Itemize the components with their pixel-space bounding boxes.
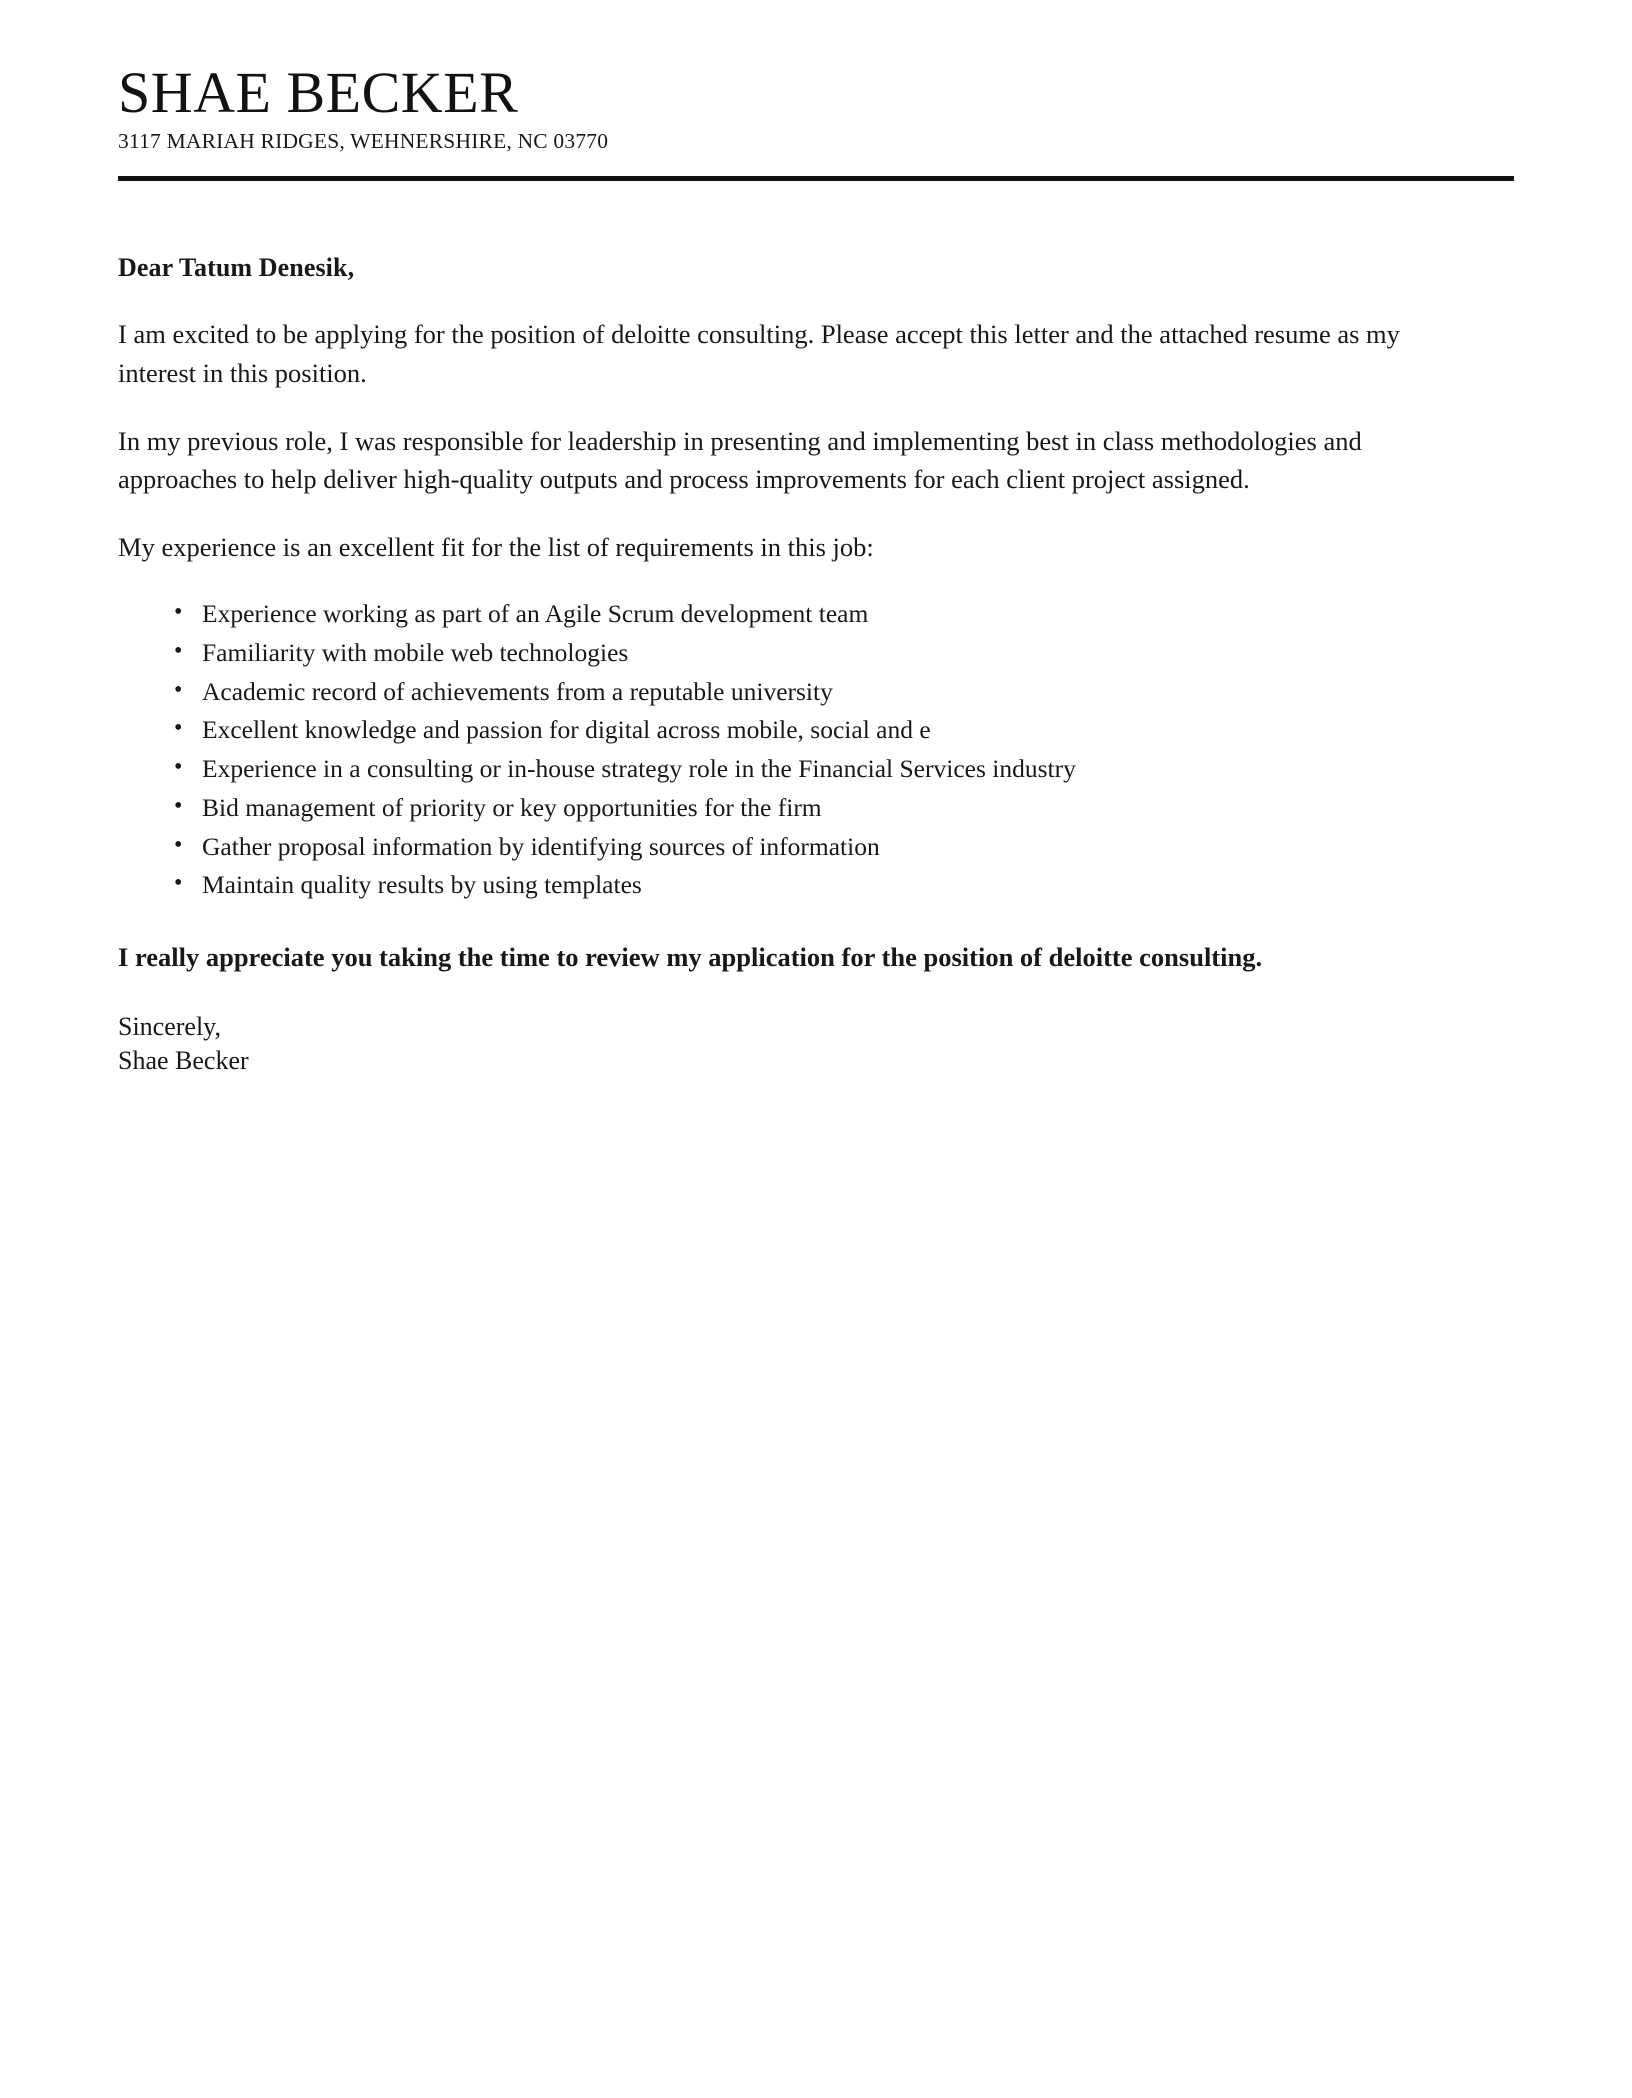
closing-statement: I really appreciate you taking the time to review my application for the position of deloitte consulting. (118, 942, 1263, 972)
applicant-address: 3117 MARIAH RIDGES, WEHNERSHIRE, NC 03770 (118, 129, 609, 154)
list-item: • Experience working as part of an Agile Scrum development team (174, 596, 1448, 633)
list-item: • Gather proposal information by identifying sources of information (174, 829, 1448, 866)
signoff-text: Sincerely, (118, 1012, 221, 1042)
list-item: • Maintain quality results by using templates (174, 867, 1448, 904)
letter-body (118, 181, 1448, 1078)
letterhead (118, 62, 1514, 154)
requirements-list (118, 596, 1448, 904)
paragraph-intro: I am excited to be applying for the position of deloitte consulting. Please accept this letter and the attached resume as my interest in this position. (118, 319, 1400, 388)
list-item: • Academic record of achievements from a reputable university (174, 674, 1448, 711)
paragraph-requirements-lead: My experience is an excellent fit for the list of requirements in this job: (118, 532, 874, 563)
signature-block (118, 1010, 1448, 1079)
applicant-name: SHAE BECKER (118, 60, 519, 125)
list-item: • Excellent knowledge and passion for digital across mobile, social and e (174, 712, 1448, 749)
salutation: Dear Tatum Denesik, (118, 253, 355, 283)
list-item: • Familiarity with mobile web technologies (174, 635, 1448, 672)
list-item: • Experience in a consulting or in-house strategy role in the Financial Services industry (174, 751, 1448, 788)
list-item: • Bid management of priority or key opportunities for the firm (174, 790, 1448, 827)
signature-name: Shae Becker (118, 1046, 249, 1076)
paragraph-experience: In my previous role, I was responsible for leadership in presenting and implementing best in class methodologies and approaches to help deliver high-quality outputs and process improvements for each client project assigned. (118, 425, 1362, 494)
